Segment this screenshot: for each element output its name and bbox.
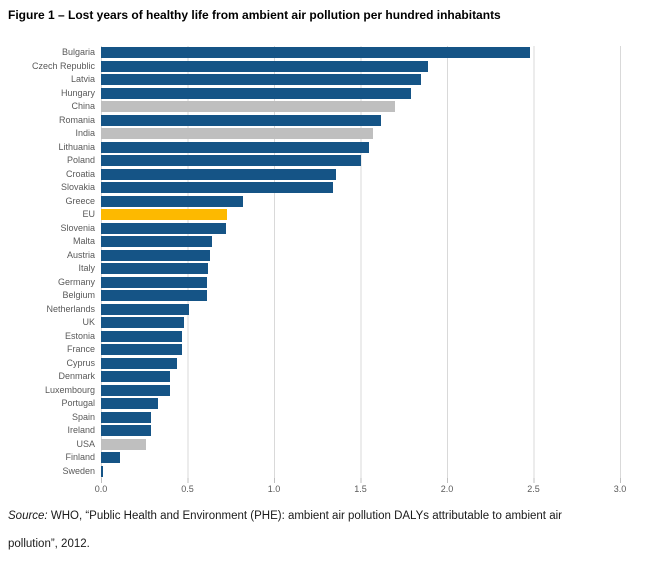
bar-row (0, 87, 661, 101)
category-label: China (71, 101, 95, 111)
category-label: Croatia (65, 168, 95, 179)
x-axis-tick-label: 2.5 (527, 484, 540, 494)
category-label: Italy (78, 263, 95, 273)
bar (101, 263, 208, 274)
category-label: Spain (71, 411, 95, 422)
source-note-line2: pollution”, 2012. (8, 538, 90, 550)
bar-track (101, 466, 621, 477)
bar (101, 290, 207, 301)
category-label: Slovakia (60, 182, 95, 192)
category-label: Latvia (70, 74, 95, 84)
bar-row (0, 208, 661, 222)
bar-track (101, 358, 621, 369)
bar (101, 466, 103, 477)
bar (101, 344, 182, 355)
category-label: Bulgaria (61, 47, 95, 57)
bar (101, 412, 151, 423)
category-label: EU (82, 209, 95, 219)
category-label: Greece (65, 195, 95, 206)
bar-track (101, 101, 621, 112)
bar-row (0, 330, 661, 344)
bar-row (0, 438, 661, 452)
bar-track (101, 371, 621, 382)
bar-track (101, 182, 621, 193)
category-label: Austria (66, 249, 95, 260)
bar-row (0, 60, 661, 74)
bar-row (0, 114, 661, 128)
x-axis-tick-label: 1.0 (267, 484, 281, 494)
bar (101, 61, 428, 72)
bar (101, 452, 120, 463)
bar-row (0, 181, 661, 195)
bar (101, 398, 158, 409)
bar (101, 209, 227, 220)
bar (101, 101, 395, 112)
bar (101, 439, 146, 450)
category-label: Slovenia (60, 222, 95, 233)
bar (101, 88, 411, 99)
bar-row (0, 235, 661, 249)
bar-row (0, 276, 661, 290)
category-label: France (66, 344, 95, 354)
bar-track (101, 61, 621, 72)
category-label: UK (82, 317, 95, 327)
bar-row (0, 370, 661, 384)
bar (101, 128, 373, 139)
bar-row (0, 451, 661, 465)
bar-row (0, 46, 661, 60)
bar-track (101, 128, 621, 139)
bar (101, 182, 333, 193)
category-label: Germany (57, 276, 95, 287)
bar-track (101, 439, 621, 450)
source-prefix: Source: (8, 510, 48, 522)
category-label: Luxembourg (44, 384, 95, 395)
bar-track (101, 452, 621, 463)
category-label: Belgium (62, 290, 95, 300)
bar-track (101, 74, 621, 85)
bar-row (0, 262, 661, 276)
category-label: Lithuania (58, 141, 95, 152)
bar-track (101, 344, 621, 355)
bar-track (101, 290, 621, 301)
bar (101, 425, 151, 436)
category-label: Estonia (64, 330, 95, 341)
bar-track (101, 209, 621, 220)
bar-row (0, 195, 661, 209)
bar-track (101, 196, 621, 207)
x-axis-tickmarks (101, 478, 621, 483)
category-label: Poland (66, 155, 95, 165)
bar-row (0, 465, 661, 479)
bar-row (0, 100, 661, 114)
category-label: India (75, 128, 95, 138)
bar-chart (0, 46, 661, 478)
bar-row (0, 168, 661, 182)
bar (101, 371, 170, 382)
bar-track (101, 331, 621, 342)
x-axis-tick-label: 3.0 (613, 484, 627, 494)
bar-row (0, 343, 661, 357)
figure-title: Figure 1 – Lost years of healthy life from ambient air pollution per hundred inhabitants (8, 8, 501, 22)
category-label: Denmark (58, 371, 95, 381)
category-label: Portugal (61, 398, 95, 408)
bar-track (101, 115, 621, 126)
bar (101, 277, 207, 288)
bar-track (101, 155, 621, 166)
bar (101, 74, 421, 85)
bar-track (101, 317, 621, 328)
bar (101, 47, 530, 58)
bar-row (0, 222, 661, 236)
bar (101, 358, 177, 369)
bar-row (0, 289, 661, 303)
bar-track (101, 47, 621, 58)
bar-row (0, 316, 661, 330)
bar (101, 196, 243, 207)
x-axis-tick-label: 0.5 (181, 484, 194, 494)
bar-row (0, 154, 661, 168)
bar (101, 304, 189, 315)
category-label: Malta (72, 236, 95, 246)
bar-track (101, 169, 621, 180)
bar (101, 385, 170, 396)
bar-row (0, 141, 661, 155)
x-axis-tick-label: 2.0 (440, 484, 454, 494)
category-label: Cyprus (66, 357, 95, 368)
bar (101, 169, 336, 180)
category-label: Sweden (62, 465, 95, 476)
category-label: Netherlands (46, 303, 95, 314)
category-label: Hungary (60, 87, 95, 98)
bar-row (0, 397, 661, 411)
chart-rows (0, 46, 661, 478)
bar-track (101, 398, 621, 409)
bar-track (101, 304, 621, 315)
bar (101, 331, 182, 342)
bar-track (101, 88, 621, 99)
bar-track (101, 250, 621, 261)
bar-track (101, 263, 621, 274)
bar-row (0, 303, 661, 317)
category-label: Czech Republic (31, 60, 95, 71)
bar-row (0, 127, 661, 141)
bar-row (0, 249, 661, 263)
bar-track (101, 425, 621, 436)
bar-row (0, 384, 661, 398)
bar-track (101, 236, 621, 247)
bar-row (0, 357, 661, 371)
bar (101, 317, 184, 328)
x-axis-tick-label: 0.0 (94, 484, 108, 494)
bar (101, 115, 381, 126)
category-label: USA (76, 438, 95, 449)
bar-track (101, 412, 621, 423)
source-text: WHO, “Public Health and Environment (PHE): ambient air pollution DALYs attributable to ambient air (50, 510, 562, 522)
x-axis (0, 484, 661, 498)
bar (101, 142, 369, 153)
bar-row (0, 411, 661, 425)
bar (101, 250, 210, 261)
category-label: Romania (58, 114, 95, 125)
bar (101, 155, 361, 166)
bar-track (101, 277, 621, 288)
source-note-line1 (8, 510, 656, 522)
bar-track (101, 223, 621, 234)
bar-row (0, 424, 661, 438)
bar-track (101, 385, 621, 396)
bar-track (101, 142, 621, 153)
bar-row (0, 73, 661, 87)
x-axis-tick-label: 1.5 (354, 484, 367, 494)
bar (101, 223, 226, 234)
bar (101, 236, 212, 247)
category-label: Ireland (67, 425, 95, 435)
category-label: Finland (65, 452, 95, 462)
